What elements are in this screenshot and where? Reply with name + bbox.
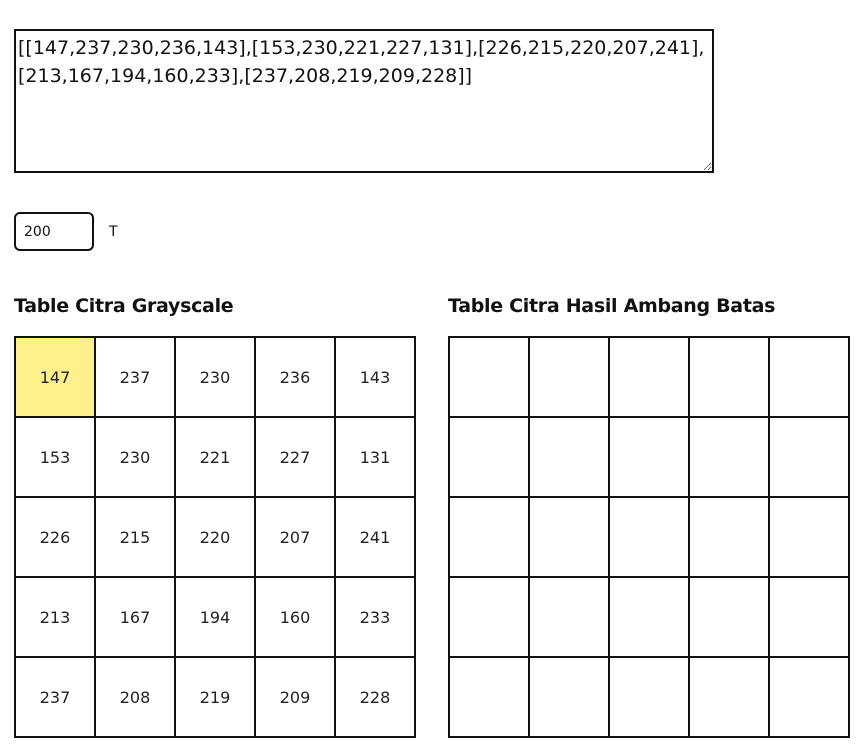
result-cell (689, 497, 769, 577)
table-row (15, 417, 415, 497)
grayscale-cell[interactable]: 160 (255, 577, 335, 657)
result-cell (529, 577, 609, 657)
table-row (15, 577, 415, 657)
grayscale-cell[interactable]: 226 (15, 497, 95, 577)
matrix-input[interactable] (14, 29, 714, 173)
grayscale-cell[interactable]: 219 (175, 657, 255, 737)
grayscale-cell[interactable]: 208 (95, 657, 175, 737)
grayscale-table-title: Table Citra Grayscale (14, 295, 234, 317)
result-cell (769, 657, 849, 737)
grayscale-cell[interactable]: 207 (255, 497, 335, 577)
result-cell (449, 657, 529, 737)
result-cell (609, 337, 689, 417)
result-cell (449, 497, 529, 577)
result-cell (689, 577, 769, 657)
result-cell (689, 417, 769, 497)
table-row (449, 657, 849, 737)
grayscale-cell[interactable]: 220 (175, 497, 255, 577)
grayscale-cell[interactable]: 167 (95, 577, 175, 657)
grayscale-cell[interactable]: 131 (335, 417, 415, 497)
table-row (15, 497, 415, 577)
table-row (15, 657, 415, 737)
grayscale-cell[interactable]: 213 (15, 577, 95, 657)
grayscale-cell[interactable]: 194 (175, 577, 255, 657)
result-cell (529, 497, 609, 577)
result-cell (769, 497, 849, 577)
result-cell (449, 577, 529, 657)
grayscale-cell[interactable]: 230 (175, 337, 255, 417)
grayscale-cell[interactable]: 147 (15, 337, 95, 417)
result-table-title: Table Citra Hasil Ambang Batas (448, 295, 776, 317)
table-row (15, 337, 415, 417)
grayscale-cell[interactable]: 209 (255, 657, 335, 737)
table-row (449, 337, 849, 417)
result-table (448, 336, 850, 738)
result-cell (529, 417, 609, 497)
threshold-label: T (109, 224, 118, 240)
grayscale-cell[interactable]: 237 (15, 657, 95, 737)
grayscale-cell[interactable]: 153 (15, 417, 95, 497)
grayscale-table (14, 336, 416, 738)
grayscale-cell[interactable]: 228 (335, 657, 415, 737)
grayscale-cell[interactable]: 241 (335, 497, 415, 577)
result-cell (449, 417, 529, 497)
result-cell (769, 417, 849, 497)
result-cell (689, 657, 769, 737)
result-cell (609, 577, 689, 657)
result-cell (769, 337, 849, 417)
result-cell (769, 577, 849, 657)
table-row (449, 417, 849, 497)
table-row (449, 497, 849, 577)
threshold-input[interactable] (14, 212, 94, 251)
grayscale-cell[interactable]: 237 (95, 337, 175, 417)
grayscale-cell[interactable]: 221 (175, 417, 255, 497)
result-cell (609, 657, 689, 737)
grayscale-cell[interactable]: 143 (335, 337, 415, 417)
result-cell (529, 337, 609, 417)
result-cell (449, 337, 529, 417)
grayscale-cell[interactable]: 236 (255, 337, 335, 417)
grayscale-cell[interactable]: 227 (255, 417, 335, 497)
result-cell (689, 337, 769, 417)
result-cell (609, 497, 689, 577)
table-row (449, 577, 849, 657)
grayscale-cell[interactable]: 230 (95, 417, 175, 497)
grayscale-cell[interactable]: 233 (335, 577, 415, 657)
result-cell (529, 657, 609, 737)
grayscale-cell[interactable]: 215 (95, 497, 175, 577)
result-cell (609, 417, 689, 497)
